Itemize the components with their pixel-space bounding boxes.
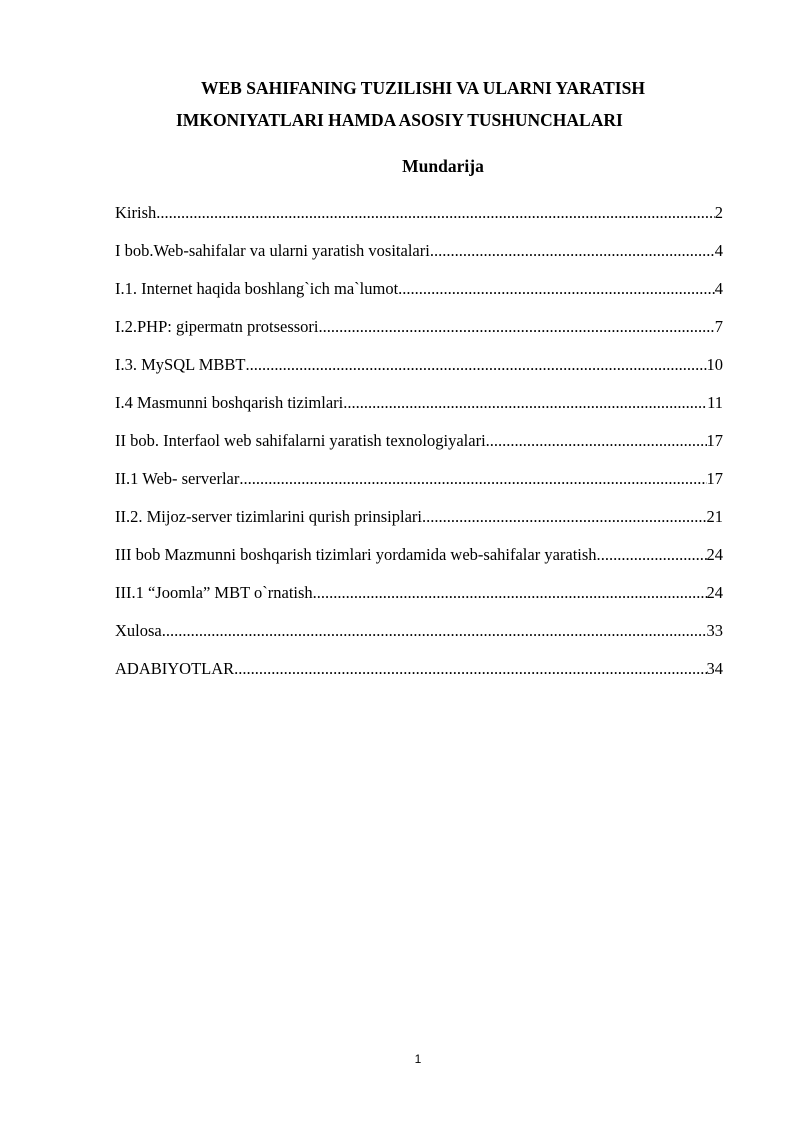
toc-dot-leader <box>343 391 707 415</box>
toc-page-number: 24 <box>706 545 723 564</box>
toc-page-number: 2 <box>714 203 723 222</box>
toc-dot-leader <box>422 505 706 529</box>
toc-page-number: 33 <box>706 621 723 640</box>
toc-entry-text: III bob Mazmunni boshqarish tizimlari yordamida web-sahifalar yaratish. <box>115 545 601 564</box>
toc-dot-leader <box>601 543 707 567</box>
toc-entry[interactable] <box>115 315 723 353</box>
toc-entry-text: I.3. MySQL MBBT <box>115 355 246 374</box>
toc-page-number: 4 <box>714 241 723 260</box>
toc-entry-text: I.1. Internet haqida boshlang`ich ma`lumot <box>115 279 399 298</box>
toc-entry-text: Xulosa <box>115 621 162 640</box>
toc-dot-leader <box>246 353 707 377</box>
toc-page-number: 17 <box>706 469 723 488</box>
toc-entry[interactable] <box>115 467 723 505</box>
toc-page-number: 10 <box>706 355 723 374</box>
toc-dot-leader <box>162 619 707 643</box>
toc-page-number: 21 <box>706 507 723 526</box>
toc-entry[interactable] <box>115 543 723 581</box>
toc-page-number: 24 <box>706 583 723 602</box>
toc-dot-leader <box>239 467 706 491</box>
toc-dot-leader <box>486 429 707 453</box>
toc-entry-text: I bob.Web-sahifalar va ularni yaratish vositalari <box>115 241 430 260</box>
toc-entry[interactable] <box>115 201 723 239</box>
toc-page-number: 34 <box>706 659 723 678</box>
toc-page-number: 11 <box>707 393 723 412</box>
toc-entry[interactable] <box>115 505 723 543</box>
toc-dot-leader <box>319 315 715 339</box>
toc-entry-text: II.1 Web- serverlar <box>115 469 240 488</box>
toc-heading: Mundarija <box>402 156 484 176</box>
toc-entry-text: III.1 “Joomla” MBT o`rnatish <box>115 583 313 602</box>
toc-page-number: 17 <box>706 431 723 450</box>
toc-entry-text: Kirish <box>115 203 157 222</box>
toc-entry[interactable] <box>115 619 723 657</box>
table-of-contents <box>115 201 723 695</box>
toc-dot-leader <box>234 657 706 681</box>
toc-dot-leader <box>156 201 715 225</box>
toc-entry[interactable] <box>115 429 723 467</box>
toc-entry[interactable] <box>115 353 723 391</box>
toc-entry[interactable] <box>115 239 723 277</box>
toc-dot-leader <box>430 239 715 263</box>
toc-entry-text: II.2. Mijoz-server tizimlarini qurish prinsiplari <box>115 507 423 526</box>
toc-entry-text: I.4 Masmunni boshqarish tizimlari <box>115 393 344 412</box>
toc-entry[interactable] <box>115 657 723 695</box>
document-title-line-2: IMKONIYATLARI HAMDA ASOSIY TUSHUNCHALARI <box>176 110 623 130</box>
toc-entry[interactable] <box>115 391 723 429</box>
toc-page-number: 7 <box>714 317 723 336</box>
toc-entry[interactable] <box>115 277 723 315</box>
document-title-line-1: WEB SAHIFANING TUZILISHI VA ULARNI YARATISH <box>201 78 645 98</box>
toc-entry[interactable] <box>115 581 723 619</box>
toc-page-number: 4 <box>714 279 723 298</box>
toc-dot-leader <box>398 277 715 301</box>
page-number: 1 <box>414 1052 422 1066</box>
toc-entry-text: I.2.PHP: gipermatn protsessori <box>115 317 319 336</box>
toc-dot-leader <box>313 581 707 605</box>
toc-entry-text: ADABIYOTLAR <box>115 659 235 678</box>
toc-entry-text: II bob. Interfaol web sahifalarni yaratish texnologiyalari <box>115 431 486 450</box>
